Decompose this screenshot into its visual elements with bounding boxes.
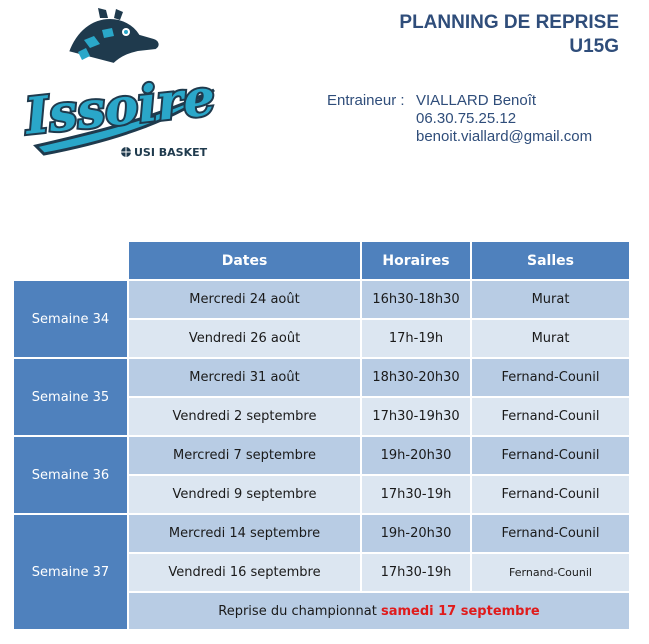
issoire-usi-basket-logo xyxy=(18,6,228,166)
salle-cell: Murat xyxy=(472,281,629,318)
salle-cell: Fernand-Counil xyxy=(472,437,629,474)
championship-note-text: Reprise du championnat xyxy=(218,603,377,619)
header-dates: Dates xyxy=(129,242,360,279)
table-row xyxy=(14,515,629,552)
table-row xyxy=(14,437,629,474)
date-cell: Vendredi 26 août xyxy=(129,320,360,357)
date-cell: Vendredi 9 septembre xyxy=(129,476,360,513)
table-row xyxy=(14,281,629,318)
schedule-table xyxy=(12,240,631,631)
hours-cell: 17h30-19h30 xyxy=(362,398,470,435)
championship-note xyxy=(129,593,629,629)
header-salles: Salles xyxy=(472,242,629,279)
date-cell: Mercredi 31 août xyxy=(129,359,360,396)
week-label: Semaine 37 xyxy=(14,515,127,629)
date-cell: Mercredi 14 septembre xyxy=(129,515,360,552)
coach-label: Entraineur : xyxy=(327,92,405,109)
coach-name: VIALLARD Benoît xyxy=(416,92,537,109)
logo-subtitle: USI BASKET xyxy=(134,146,208,159)
week-label: Semaine 34 xyxy=(14,281,127,357)
date-cell: Mercredi 24 août xyxy=(129,281,360,318)
week-label: Semaine 35 xyxy=(14,359,127,435)
salle-cell: Fernand-Counil xyxy=(472,515,629,552)
table-header-row xyxy=(14,242,629,279)
hours-cell: 17h30-19h xyxy=(362,554,470,591)
basketball-icon xyxy=(121,147,131,157)
championship-date: samedi 17 septembre xyxy=(380,603,540,619)
hours-cell: 17h30-19h xyxy=(362,476,470,513)
hours-cell: 17h-19h xyxy=(362,320,470,357)
salle-cell: Fernand-Counil xyxy=(472,359,629,396)
coach-email: benoit.viallard@gmail.com xyxy=(416,128,593,145)
logo-wordmark: Issoire xyxy=(22,67,218,146)
hours-cell: 18h30-20h30 xyxy=(362,359,470,396)
date-cell: Vendredi 16 septembre xyxy=(129,554,360,591)
date-cell: Mercredi 7 septembre xyxy=(129,437,360,474)
week-label: Semaine 36 xyxy=(14,437,127,513)
salle-cell: Fernand-Counil xyxy=(472,398,629,435)
page-title: PLANNING DE REPRISE xyxy=(399,12,619,33)
date-cell: Vendredi 2 septembre xyxy=(129,398,360,435)
header-horaires: Horaires xyxy=(362,242,470,279)
giraffe-icon xyxy=(68,8,160,64)
hours-cell: 16h30-18h30 xyxy=(362,281,470,318)
hours-cell: 19h-20h30 xyxy=(362,515,470,552)
team-title: U15G xyxy=(569,36,619,57)
salle-cell: Murat xyxy=(472,320,629,357)
table-row xyxy=(14,359,629,396)
salle-cell: Fernand-Counil xyxy=(472,476,629,513)
coach-phone: 06.30.75.25.12 xyxy=(416,110,517,127)
header-blank-cell xyxy=(14,242,127,279)
hours-cell: 19h-20h30 xyxy=(362,437,470,474)
salle-cell: Fernand-Counil xyxy=(472,554,629,591)
